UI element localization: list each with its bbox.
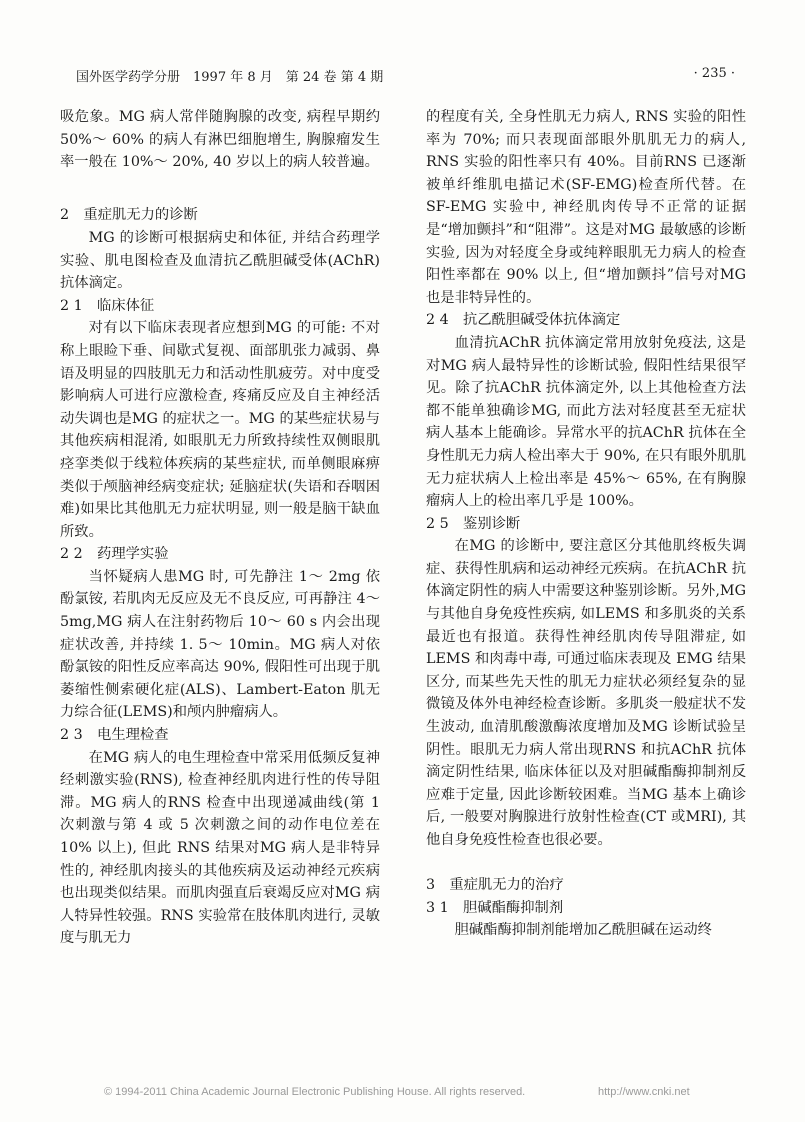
paragraph-2: MG 的诊断可根据病史和体征, 并结合药理学实验、肌电图检查及血清抗乙酰胆碱受体(AChR)抗体滴定。: [60, 229, 380, 292]
section-heading-3: 3 重症肌无力的治疗: [426, 877, 564, 894]
subsection-heading-2-3: 2 3 电生理检查: [60, 727, 169, 744]
right-column: [426, 106, 746, 942]
subsection-heading-2-1: 2 1 临床体征: [60, 297, 155, 314]
copyright-notice: © 1994-2011 China Academic Journal Electronic Publishing House. All rights reserved.: [104, 1086, 526, 1098]
subsection-heading-2-4: 2 4 抗乙酰胆碱受体抗体滴定: [426, 312, 621, 329]
journal-title: 国外医学药学分册 1997 年 8 月 第 24 卷 第 4 期: [76, 70, 384, 85]
subsection-heading-2-5: 2 5 鉴别诊断: [426, 515, 521, 532]
section-heading-2: 2 重症肌无力的诊断: [60, 207, 198, 224]
paragraph-intro: 吸危象。MG 病人常伴随胸腺的改变, 病程早期约 50%～ 60% 的病人有淋巴细胞增生, 胸腺瘤发生率一般在 10%～ 20%, 40 岁以上的病人较普遍。: [60, 109, 380, 171]
paragraph-3-1: 胆碱酯酶抑制剂能增加乙酰胆碱在运动终: [454, 922, 712, 939]
paragraph-2-4: 血清抗AChR 抗体滴定常用放射免疫法, 这是对MG 病人最特异性的诊断试验, 假阳性结果很罕见。除了抗AChR 抗体滴定外, 以上其他检查方法都不能单独确诊MG, 而此方法对轻度甚至无症状病人基本上能确诊。异常水平的抗AChR 抗体在全身性肌无力病人检出率大于 90%, 在只有眼外肌肌无力症状病人上检出率是 45%～ 65%, 在有胸腺瘤病人上的检出率几乎是 100%。: [426, 334, 746, 510]
subsection-heading-3-1: 3 1 胆碱酯酶抑制剂: [426, 899, 564, 916]
left-column: [60, 106, 380, 950]
page-footer: [0, 1084, 805, 1104]
running-header: [60, 66, 745, 86]
page-number: · 235 ·: [693, 66, 735, 81]
paragraph-2-5: 在MG 的诊断中, 要注意区分其他肌终板失调症、获得性肌病和运动神经元疾病。在抗AChR 抗体滴定阴性的病人中需要这种鉴别诊断。另外,MG 与其他自身免疫性疾病, 如LEMS 和多肌炎的关系最近也有报道。获得性神经肌肉传导阻滞症, 如LEMS 和肉毒中毒, 可通过临床表现及 EMG 结果区分, 而某些先天性的肌无力症状必须经复杂的显微镜及体外电神经检查诊断。多肌炎一般症状不发生波动, 血清肌酸激酶浓度增加及MG 诊断试验呈阴性。眼肌无力病人常出现RNS 和抗AChR 抗体滴定阴性结果, 临床体征以及对胆碱酯酶抑制剂反应难于定量, 因此诊断较困难。当MG 基本上确诊后, 一般要对胸腺进行放射性检查(CT 或MRI), 其他自身免疫性检查也很必要。: [426, 538, 746, 848]
subsection-heading-2-2: 2 2 药理学实验: [60, 546, 169, 563]
paragraph-2-1: 对有以下临床表现者应想到MG 的可能: 不对称上眼睑下垂、间歇式复视、面部肌张力减弱、鼻语及明显的四肢肌无力和活动性肌疲劳。对中度受影响病人可进行应激检查, 疼痛反应及自主神经活动失调也是MG 的症状之一。MG 的某些症状易与其他疾病相混淆, 如眼肌无力所致持续性双侧眼肌痉挛类似于线粒体疾病的某些症状, 而单侧眼麻痹类似于颅脑神经病变症状; 延脑症状(失语和吞咽困难)如果比其他肌无力症状明显, 则一般是脑干缺血所致。: [60, 320, 380, 540]
paragraph-2-3: 在MG 病人的电生理检查中常采用低频反复神经刺激实验(RNS), 检查神经肌肉进行性的传导阻滞。MG 病人的RNS 检查中出现递减曲线(第 1 次刺激与第 4 或 5 次刺激之间的动作电位差在 10% 以上), 但此 RNS 结果对MG 病人是非特异性的, 神经肌肉接头的其他疾病及运动神经元疾病也出现类似结果。而肌肉强直后衰竭反应对MG 病人特异性较强。RNS 实验常在肢体肌肉进行, 灵敏度与肌无力: [60, 749, 380, 947]
paragraph-2-2: 当怀疑病人患MG 时, 可先静注 1～ 2mg 依酚氯铵, 若肌肉无反应及无不良反应, 可再静注 4～ 5mg,MG 病人在注射药物后 10～ 60 s 内会出现症状改善, 并持续 1. 5～ 10min。MG 病人对依酚氯铵的阳性反应率高达 90%, 假阳性可出现于肌萎缩性侧索硬化症(ALS)、Lambert-Eaton 肌无力综合征(LEMS)和颅内肿瘤病人。: [60, 568, 380, 721]
paragraph-continued: 的程度有关, 全身性肌无力病人, RNS 实验的阳性率为 70%; 而只表现面部眼外肌肌无力的病人, RNS 实验的阳性率只有 40%。目前RNS 已逐渐被单纤维肌电描记术(SF-EMG)检查所代替。在 SF-EMG 实验中, 神经肌肉传导不正常的证据是“增加颤抖”和“阻滞”。这是对MG 最敏感的诊断实验, 因为对轻度全身或纯粹眼肌无力病人的检查阳性率都在 90% 以上, 但“增加颤抖”信号对MG 也是非特异性的。: [426, 109, 746, 306]
site-link[interactable]: http://www.cnki.net: [598, 1086, 690, 1098]
